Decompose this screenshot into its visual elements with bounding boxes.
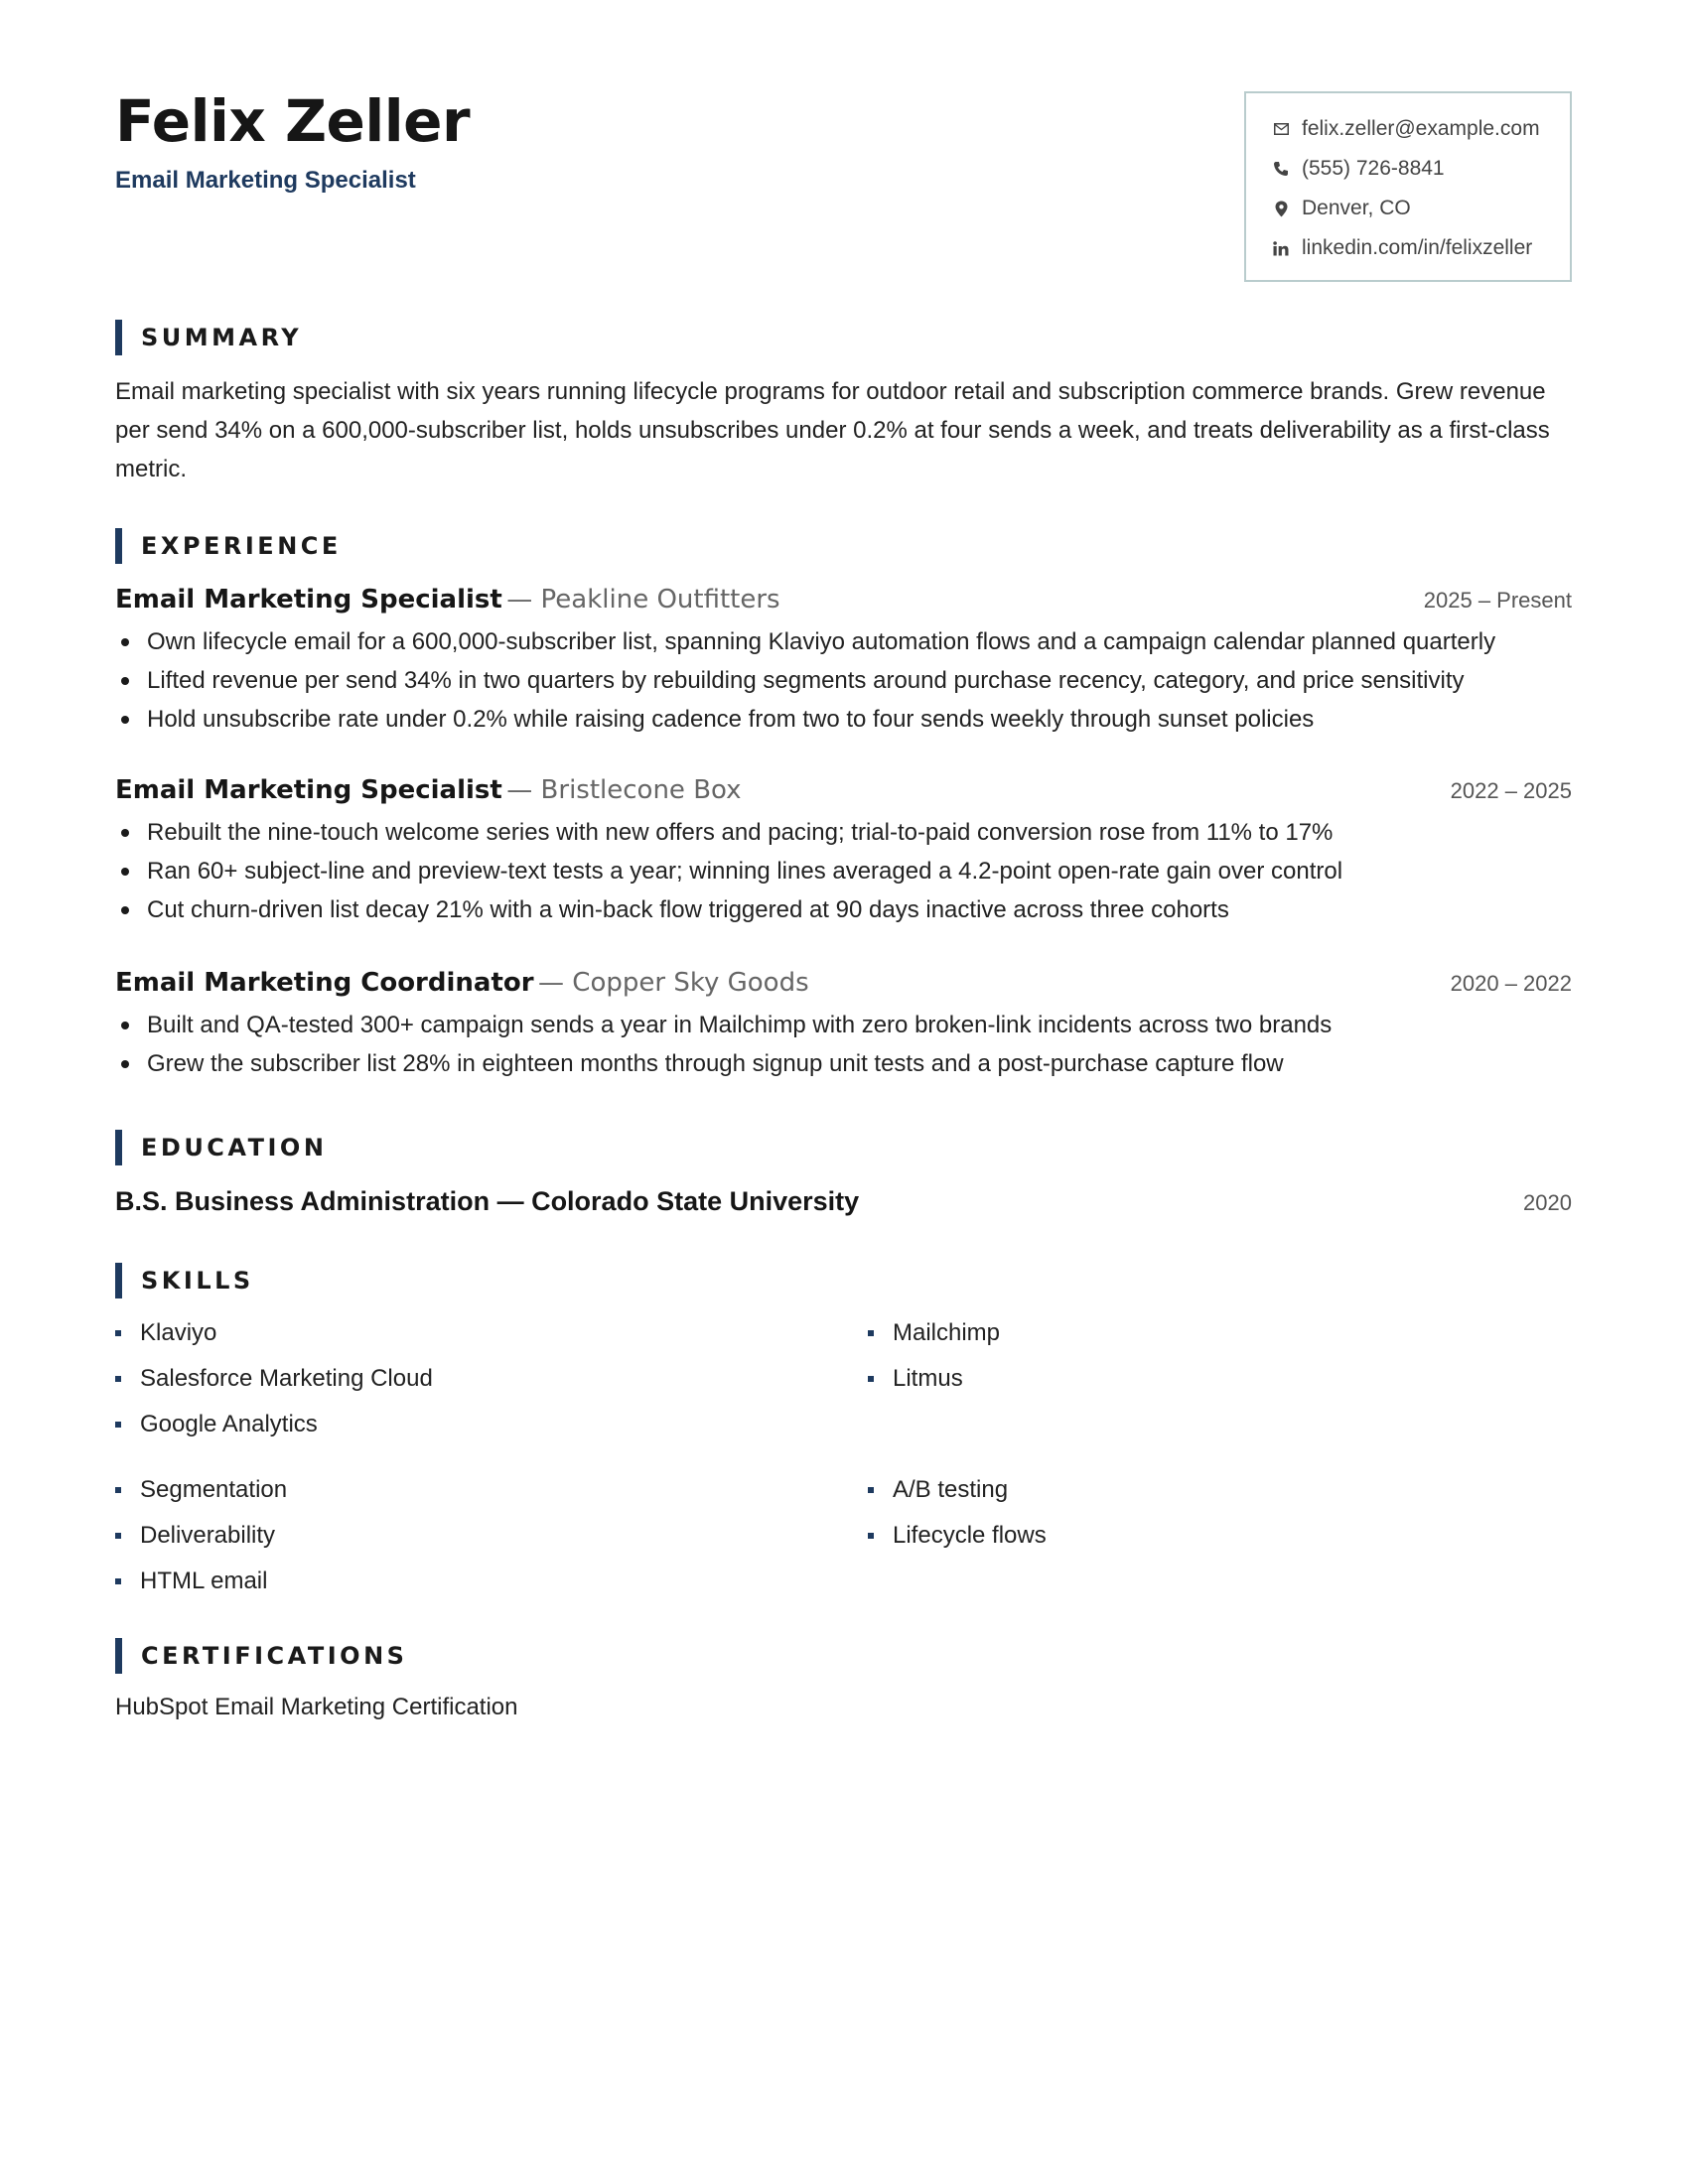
- job-company: — Bristlecone Box: [506, 775, 742, 805]
- job-title: Email Marketing Specialist: [115, 775, 502, 805]
- skill-item: Litmus: [868, 1356, 1207, 1402]
- map-pin-icon: [1272, 200, 1290, 217]
- certification-item: HubSpot Email Marketing Certification: [115, 1694, 518, 1720]
- experience-entry: [115, 775, 1572, 929]
- skill-item: Segmentation: [115, 1467, 868, 1513]
- section-title: CERTIFICATIONS: [141, 1642, 408, 1670]
- education-section-heading: [115, 1130, 327, 1165]
- experience-entry: [115, 585, 1572, 739]
- section-title: SKILLS: [141, 1267, 254, 1295]
- job-title: Email Marketing Coordinator: [115, 968, 534, 998]
- summary-section-heading: [115, 320, 302, 355]
- job-dates: 2025 – Present: [1423, 588, 1572, 613]
- job-company: — Copper Sky Goods: [538, 968, 809, 998]
- section-accent-bar: [115, 320, 122, 355]
- experience-entry: [115, 968, 1572, 1083]
- section-accent-bar: [115, 1263, 122, 1298]
- experience-section-heading: [115, 528, 342, 564]
- phone-icon: [1272, 160, 1290, 178]
- education-degree: B.S. Business Administration — Colorado State University: [115, 1186, 860, 1216]
- candidate-name: Felix Zeller: [115, 87, 471, 155]
- contact-phone-text: (555) 726-8841: [1302, 157, 1445, 180]
- contact-linkedin-text: linkedin.com/in/felixzeller: [1302, 236, 1533, 259]
- section-accent-bar: [115, 1130, 122, 1165]
- skill-item: Google Analytics: [115, 1402, 868, 1447]
- contact-linkedin[interactable]: [1272, 228, 1570, 268]
- contact-email-text: felix.zeller@example.com: [1302, 117, 1540, 140]
- contact-phone[interactable]: [1272, 149, 1570, 189]
- job-bullets: [115, 813, 1572, 929]
- section-accent-bar: [115, 1638, 122, 1674]
- job-bullet: Ran 60+ subject-line and preview-text tests a year; winning lines averaged a 4.2-point open-rate gain over control: [115, 852, 1572, 890]
- section-title: SUMMARY: [141, 324, 303, 351]
- summary-text: Email marketing specialist with six years running lifecycle programs for outdoor retail and subscription commerce brands. Grew revenue per send 34% on a 600,000-subscriber list, holds unsubscribes under 0.2% at four sends a week, and treats deliverability as a first-class metric.: [115, 378, 1550, 482]
- skill-item: A/B testing: [868, 1467, 1207, 1513]
- contact-location: [1272, 189, 1570, 228]
- job-company: — Peakline Outfitters: [506, 585, 780, 614]
- job-bullets: [115, 622, 1572, 739]
- job-bullet: Rebuilt the nine-touch welcome series with new offers and pacing; trial-to-paid conversion rose from 11% to 17%: [115, 813, 1572, 852]
- linkedin-icon: [1272, 239, 1290, 257]
- skills-section-heading: [115, 1263, 254, 1298]
- job-bullet: Own lifecycle email for a 600,000-subscriber list, spanning Klaviyo automation flows and a campaign calendar planned quarterly: [115, 622, 1572, 661]
- job-dates: 2020 – 2022: [1450, 971, 1572, 996]
- skills-tools-grid: [115, 1310, 1207, 1447]
- contact-location-text: Denver, CO: [1302, 197, 1411, 219]
- job-bullet: Grew the subscriber list 28% in eighteen months through signup unit tests and a post-purchase capture flow: [115, 1044, 1572, 1083]
- skill-item: Lifecycle flows: [868, 1513, 1207, 1559]
- job-dates: 2022 – 2025: [1450, 778, 1572, 803]
- contact-email[interactable]: [1272, 109, 1570, 149]
- education-year: 2020: [1523, 1190, 1572, 1215]
- education-entry: [115, 1186, 1572, 1217]
- skill-item: Klaviyo: [115, 1310, 868, 1356]
- job-bullet: Built and QA-tested 300+ campaign sends a year in Mailchimp with zero broken-link incidents across two brands: [115, 1006, 1572, 1044]
- section-title: EDUCATION: [141, 1134, 328, 1161]
- skill-item: Deliverability: [115, 1513, 868, 1559]
- job-bullet: Cut churn-driven list decay 21% with a win-back flow triggered at 90 days inactive across three cohorts: [115, 890, 1572, 929]
- job-bullet: Lifted revenue per send 34% in two quarters by rebuilding segments around purchase recency, category, and price sensitivity: [115, 661, 1572, 700]
- section-title: EXPERIENCE: [141, 532, 342, 560]
- skill-item: HTML email: [115, 1559, 868, 1604]
- certifications-section-heading: [115, 1638, 407, 1674]
- resume-header: [115, 85, 470, 195]
- section-accent-bar: [115, 528, 122, 564]
- skills-disciplines-grid: [115, 1467, 1207, 1604]
- envelope-icon: [1272, 120, 1290, 138]
- job-bullets: [115, 1006, 1572, 1083]
- skill-item: Salesforce Marketing Cloud: [115, 1356, 868, 1402]
- candidate-role: Email Marketing Specialist: [115, 167, 416, 194]
- skill-item: Mailchimp: [868, 1310, 1207, 1356]
- job-title: Email Marketing Specialist: [115, 585, 502, 614]
- job-bullet: Hold unsubscribe rate under 0.2% while raising cadence from two to four sends weekly through sunset policies: [115, 700, 1572, 739]
- contact-box: [1244, 91, 1572, 282]
